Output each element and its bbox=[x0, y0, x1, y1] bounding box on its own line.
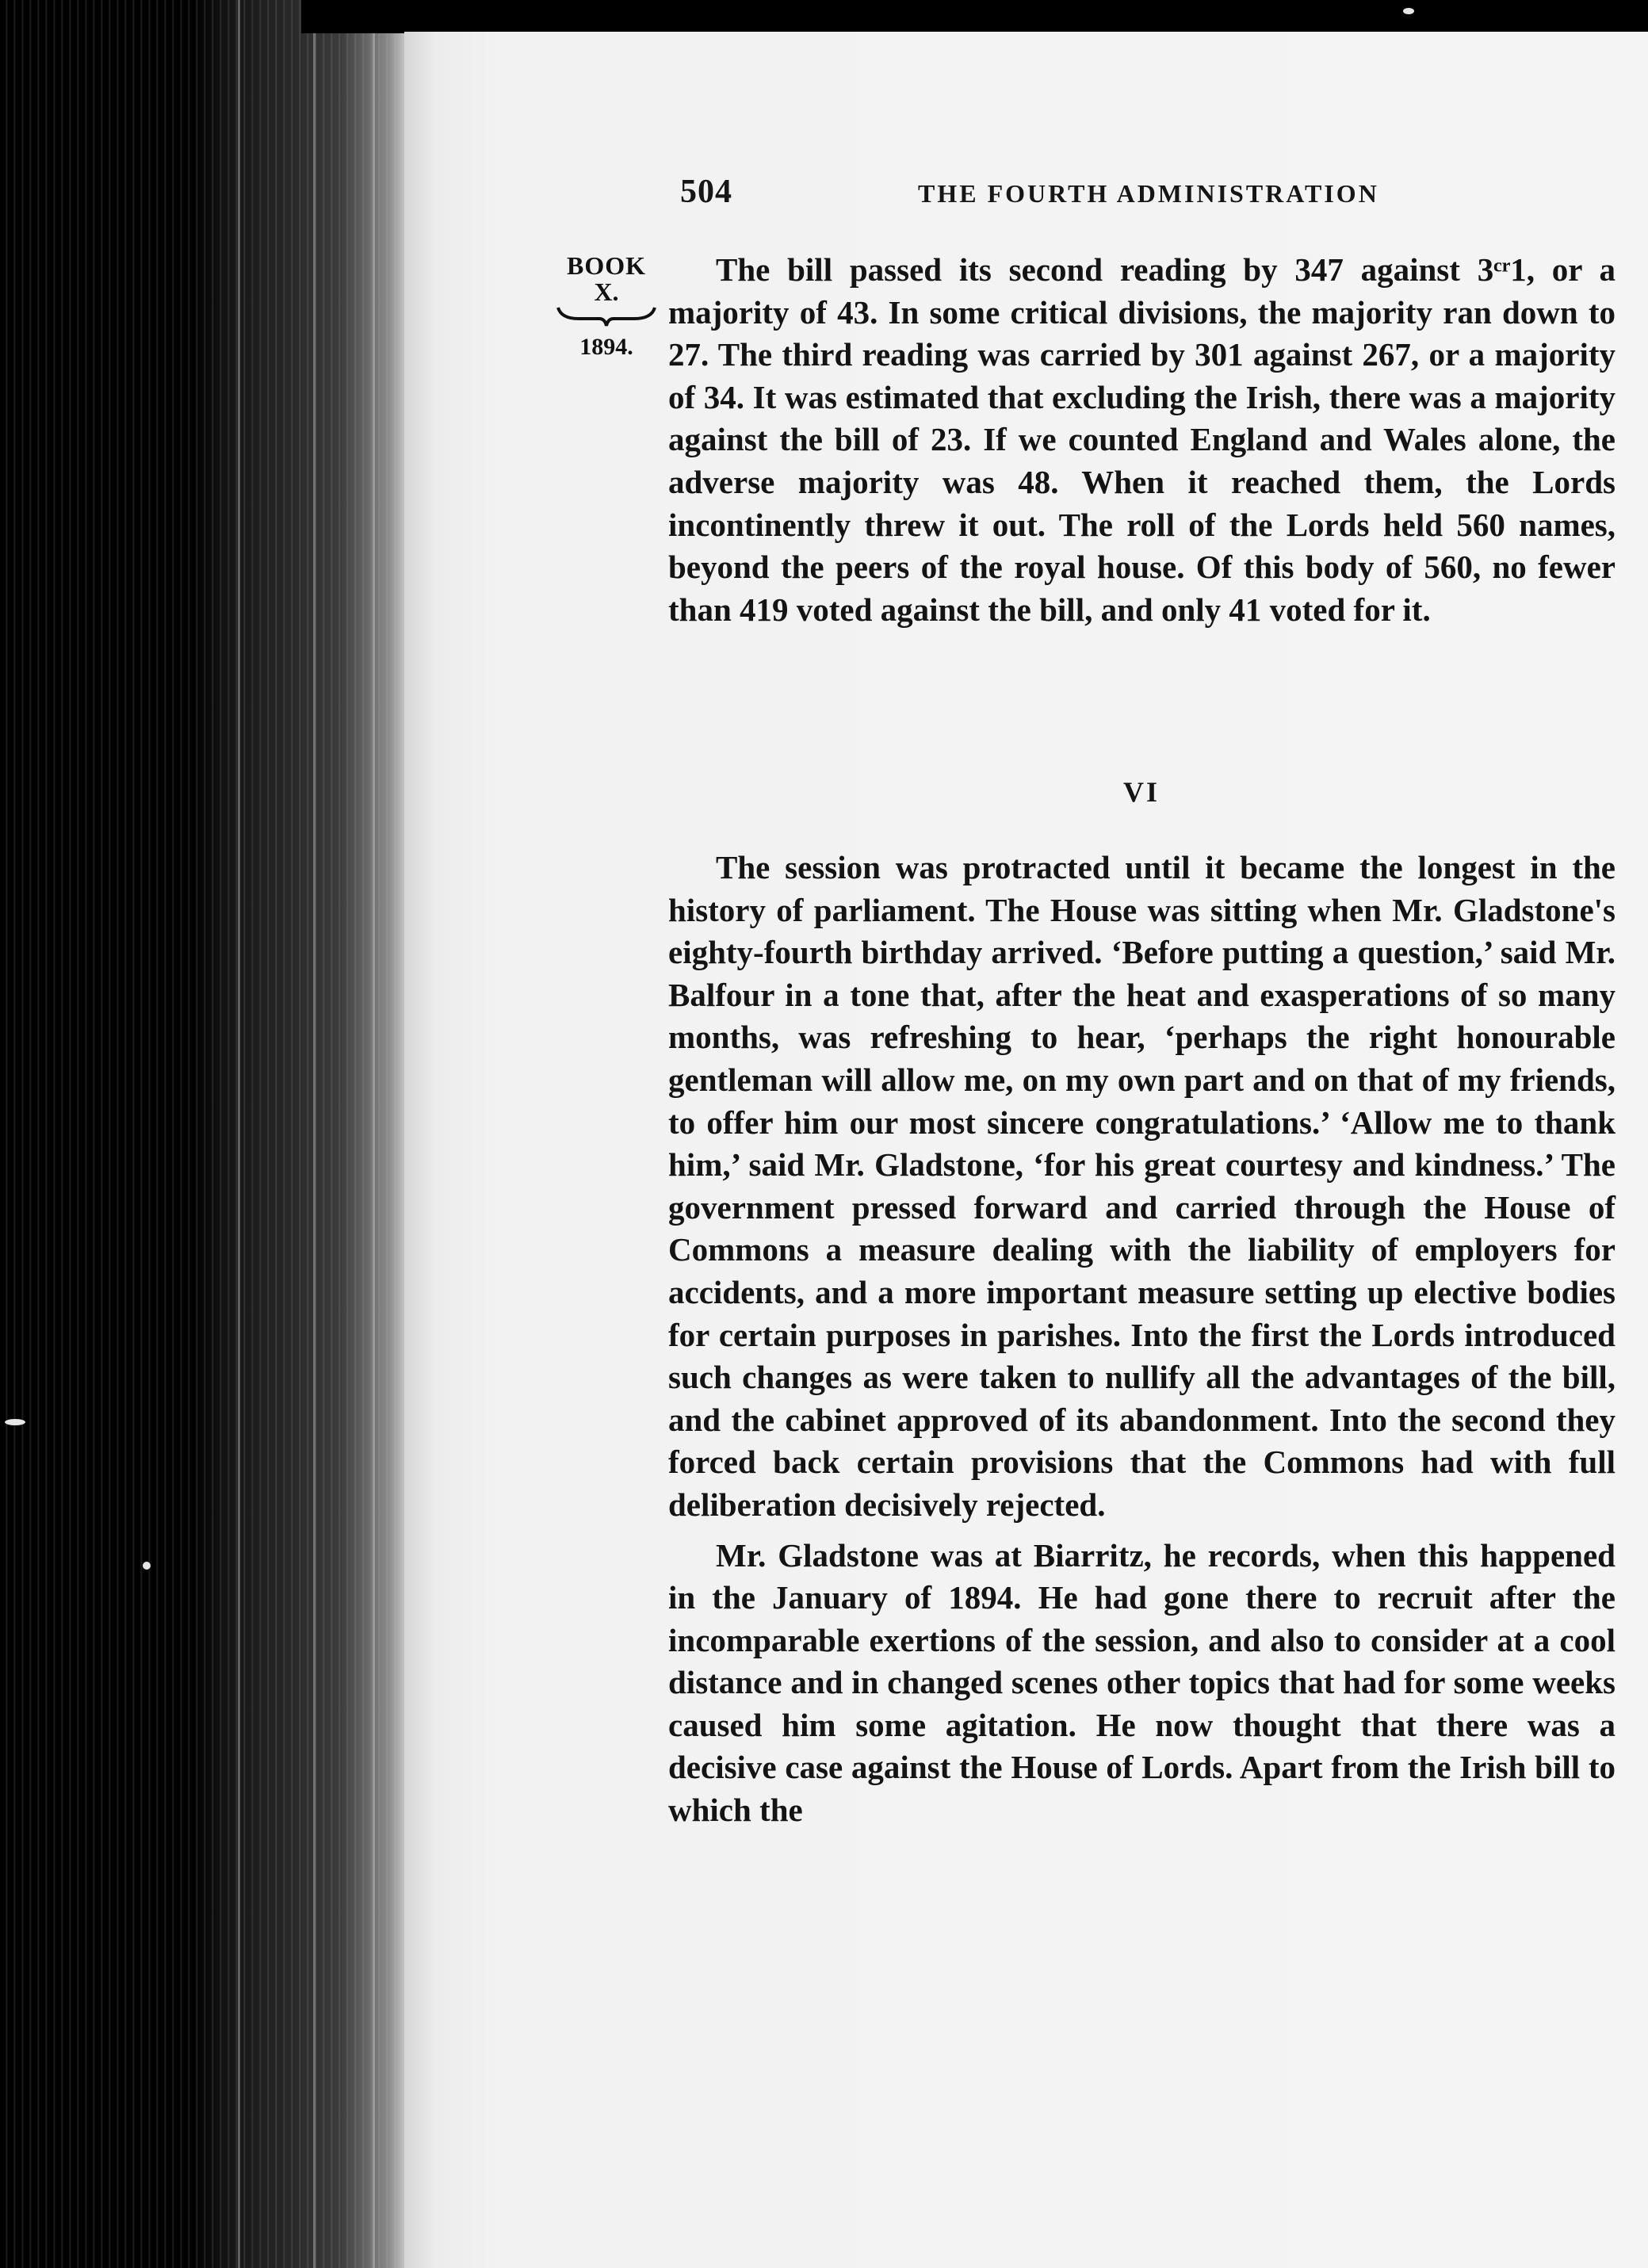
book-binding-shadow bbox=[0, 0, 412, 2268]
paragraph: Mr. Gladstone was at Biarritz, he records, when this happened in the January of 1894. He had gone there to recruit after the incomparable exertions of the session, and also to consider at a cool distance and in changed scenes other topics that had for some weeks caused him some agitation. He now thought that there was a decisive case against the House of Lords. Apart from the Irish bill to which the bbox=[668, 1536, 1615, 1829]
brace-icon bbox=[555, 304, 658, 328]
binding-crease bbox=[238, 0, 240, 2268]
page-header bbox=[680, 173, 1631, 220]
margin-book-number: X. bbox=[594, 277, 619, 306]
page-top-shadow bbox=[301, 0, 1648, 33]
margin-book-label: BOOK bbox=[566, 251, 646, 280]
binding-crease bbox=[313, 0, 315, 2268]
section-numeral: VI bbox=[1122, 776, 1160, 808]
body-text-after-section bbox=[668, 847, 1615, 1832]
binding-crease bbox=[373, 0, 375, 2268]
scan-speck bbox=[143, 1562, 151, 1570]
page-number: 504 bbox=[680, 174, 732, 210]
margin-note bbox=[547, 252, 666, 363]
paragraph: The session was protracted until it became the longest in the history of parliament. The House was sitting when Mr. Gladstone's eighty-fourth birthday arrived. ‘Before putting a question,’ said Mr. Balfour in a tone that, after the heat and exasperations of so many months, was refreshing to hear, ‘perhaps the right honourable gentleman will allow me, on my own part and on that of my friends, to offer him our most sincere congratulations.’ ‘Allow me to thank him,’ said Mr. Gladstone, ‘for his great courtesy and kindness.’ The government pressed forward and carried through the House of Commons a measure dealing with the liability of employers for accidents, and a more important measure setting up elective bodies for certain purposes in parishes. Into the first the Lords introduced such changes as were taken to nullify all the advantages of the bill, and the cabinet approved of its abandonment. Into the second they forced back certain provisions that the Commons had with full deliberation decisively rejected. bbox=[668, 849, 1615, 1523]
scan-speck bbox=[1403, 8, 1414, 14]
margin-year: 1894. bbox=[579, 334, 633, 360]
scan-speck bbox=[5, 1419, 25, 1425]
body-text-before-section bbox=[668, 249, 1615, 631]
paragraph: The bill passed its second reading by 347 against 3ᶜʳ1, or a majority of 43. In some critical divisions, the majority ran down to 27. The third reading was carried by 301 against 267, or a majority of 34. It was estimated that excluding the Irish, there was a majority against the bill of 23. If we counted England and Wales alone, the adverse majority was 48. When it reached them, the Lords incontinently threw it out. The roll of the Lords held 560 names, beyond the peers of the royal house. Of this body of 560, no fewer than 419 voted against the bill, and only 41 voted for it. bbox=[668, 251, 1615, 628]
running-title: THE FOURTH ADMINISTRATION bbox=[918, 179, 1379, 208]
